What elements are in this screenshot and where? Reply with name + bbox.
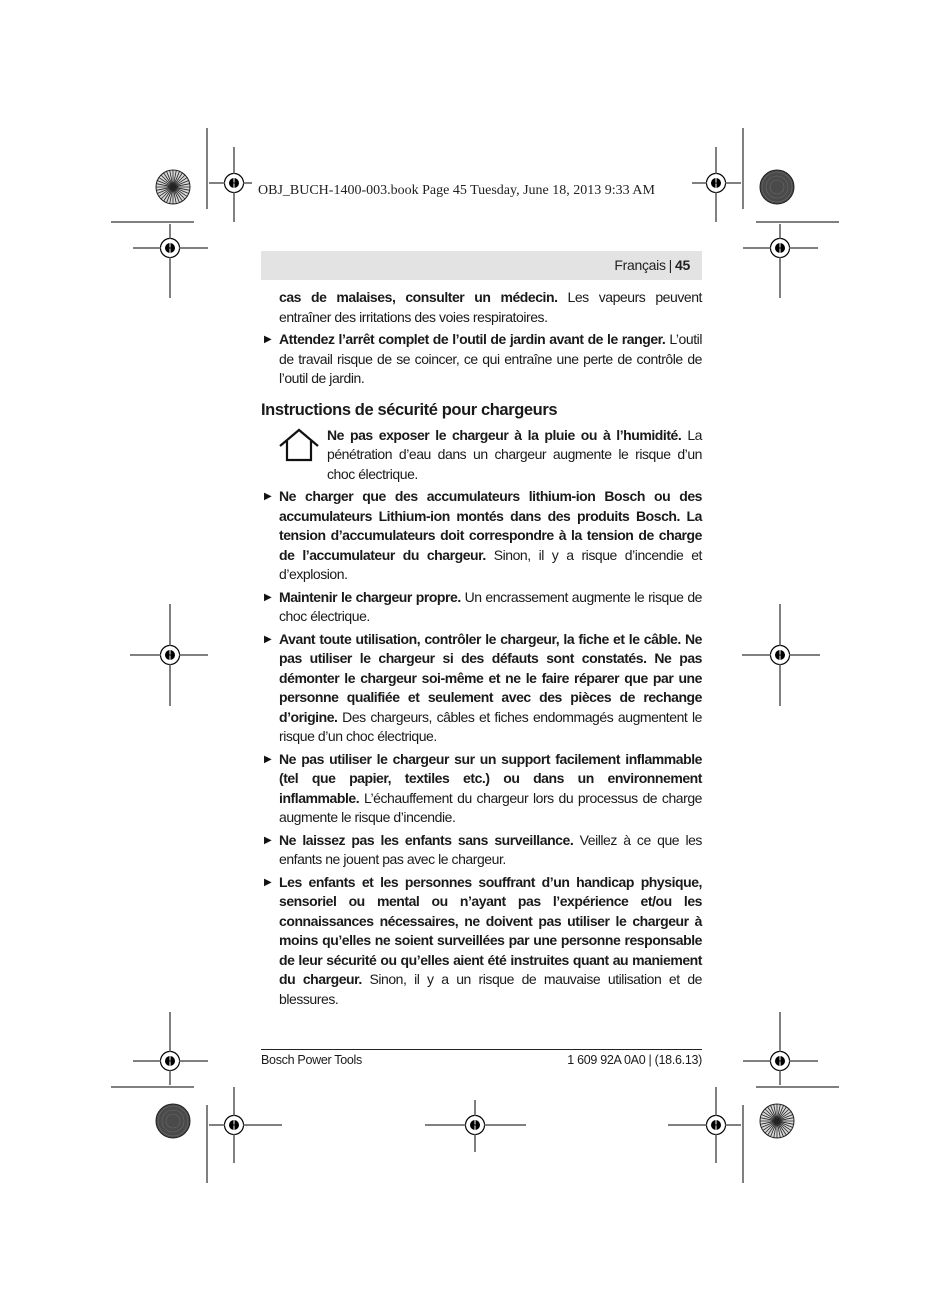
note-text: La pénétration d’eau dans un chargeur augmente le risque d’un choc électrique.	[327, 426, 702, 482]
header-text	[614, 257, 690, 273]
item-bold: Ne pas utiliser le chargeur sur un support facilement inflammable (tel que papier, textiles etc.) ou dans un environnement inflammable.	[279, 750, 702, 806]
safety-item	[261, 750, 702, 828]
house-icon	[278, 427, 320, 463]
item-text: Un encrassement augmente le risque de choc électrique.	[279, 588, 702, 624]
bullet-arrow-icon: ▶	[264, 834, 272, 846]
safety-item	[261, 873, 702, 1010]
bullet-arrow-icon: ▶	[264, 591, 272, 603]
para-text: Les vapeurs peuvent entraîner des irritations des voies respiratoires.	[279, 289, 702, 325]
item-text: Veillez à ce que les enfants ne jouent pas avec le chargeur.	[279, 831, 702, 867]
bullet-arrow-icon: ▶	[264, 334, 272, 345]
note-bold: Ne pas exposer le chargeur à la pluie ou à l’humidité.	[327, 426, 682, 443]
running-header	[261, 251, 702, 280]
safety-item	[261, 630, 702, 747]
safety-item	[261, 831, 702, 870]
safety-item	[261, 588, 702, 627]
bullet-arrow-icon: ▶	[264, 633, 272, 645]
bullet-arrow-icon: ▶	[264, 753, 272, 765]
item-text: L’outil de travail risque de se coincer, ce qui entraîne une perte de contrôle de l’outil de jardin.	[279, 331, 702, 386]
item-text: L’échauffement du chargeur lors du processus de charge augmente le risque d’incendie.	[279, 789, 702, 825]
item-bold: Maintenir le chargeur propre.	[279, 588, 461, 605]
safety-item	[261, 487, 702, 585]
item-bold: Les enfants et les personnes souffrant d’un handicap physique, sensoriel ou mental ou n’ayant pas l’expérience et/ou les connaissances nécessaires, ne doivent pas utiliser le chargeur à moins qu’elles ne soient surveillées par une personne responsable de leur sécurité ou qu’elles aient été instruites quant au maniement du chargeur.	[279, 873, 702, 987]
header-language: Français	[614, 257, 666, 273]
item-bold: Avant toute utilisation, contrôler le chargeur, la fiche et le câble. Ne pas utiliser le chargeur si des défauts sont constatés. Ne pas démonter le chargeur soi-même et ne le faire réparer que par une personne qualifiée et seulement avec des pièces de rechange d’origine.	[279, 630, 702, 725]
item-bold: Attendez l’arrêt complet de l’outil de jardin avant de le ranger.	[279, 331, 666, 347]
paragraph-continued	[261, 288, 702, 327]
item-text: Des chargeurs, câbles et fiches endommagés augmentent le risque d’un choc électrique.	[279, 708, 702, 744]
footer-publisher: Bosch Power Tools	[261, 1053, 362, 1067]
item-bold: Ne laissez pas les enfants sans surveillance.	[279, 831, 574, 848]
item-bold: Ne charger que des accumulateurs lithium-ion Bosch ou des accumulateurs Lithium-ion montés dans des produits Bosch. La tension d’accumulateurs doit correspondre à la tension de charge de l’accumulateur du chargeur.	[279, 488, 702, 563]
para-bold: cas de malaises, consulter un médecin.	[279, 289, 558, 305]
footer-doc-number: 1 609 92A 0A0 | (18.6.13)	[567, 1053, 702, 1067]
item-text: Sinon, il y a risque d’incendie et d’explosion.	[279, 546, 702, 582]
bullet-arrow-icon: ▶	[264, 491, 272, 502]
item-text: Sinon, il y a un risque de mauvaise utilisation et de blessures.	[279, 971, 703, 1007]
indoor-use-note	[261, 426, 702, 485]
page-body	[261, 288, 702, 1012]
section-heading: Instructions de sécurité pour chargeurs	[261, 400, 558, 419]
page-number: 45	[675, 257, 690, 273]
footer-rule	[261, 1049, 702, 1050]
print-slug: OBJ_BUCH-1400-003.book Page 45 Tuesday, June 18, 2013 9:33 AM	[258, 183, 655, 198]
header-separator: |	[668, 257, 673, 273]
safety-item	[261, 330, 702, 389]
bullet-arrow-icon: ▶	[264, 876, 272, 888]
